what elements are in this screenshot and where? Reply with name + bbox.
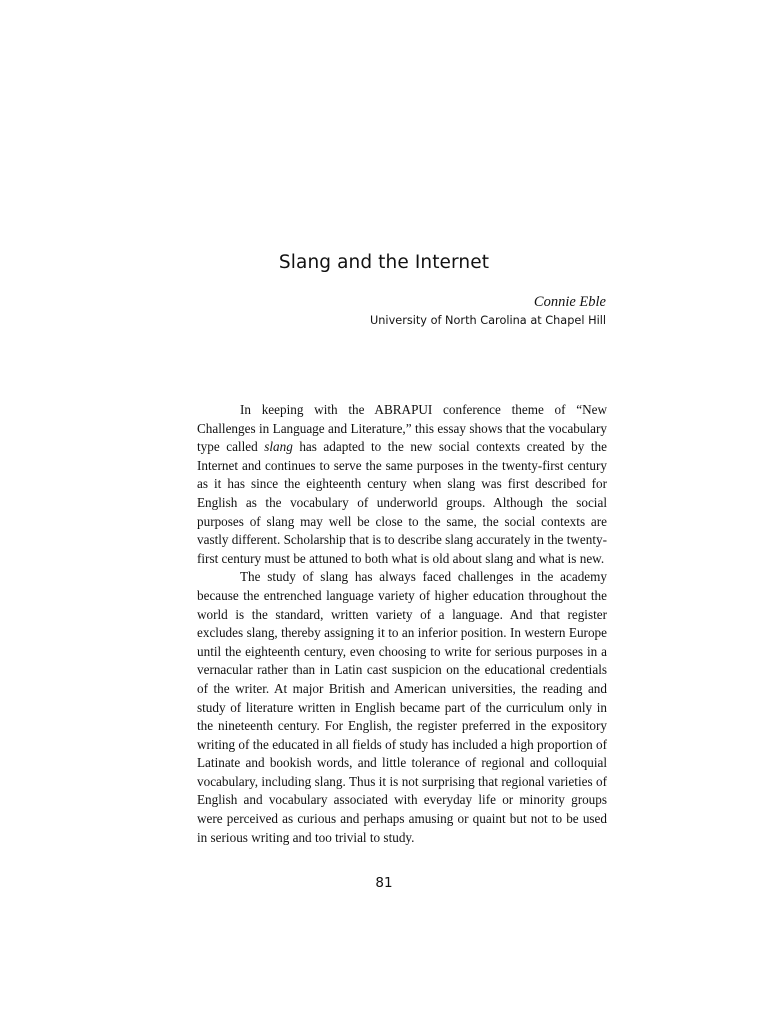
- page-number: 81: [375, 875, 393, 891]
- author-name: Connie Eble: [533, 294, 606, 310]
- article-title: Slang and the Internet: [278, 252, 490, 273]
- paragraph-1: [197, 401, 607, 568]
- paragraph-1-rest: has adapted to the new social contexts created by the Internet and continues to serve the same purposes in the twenty-first century as it has since the eighteenth century when slang was first described for English as the vocabulary of underworld groups. Although the social purposes of slang may well be close to the same, the social contexts are vastly different. Scholarship that is to describe slang accurately in the twenty-first century must be attuned to both what is old about slang and what is new.: [197, 439, 607, 566]
- paragraph-1-lead: In keeping with the ABRAPUI conference theme of “New Challenges in Language and Literature,” this essay shows that the vocabulary type called: [197, 402, 607, 455]
- author-affiliation: University of North Carolina at Chapel Hill: [370, 314, 606, 327]
- paragraph-2: The study of slang has always faced challenges in the academy because the entrenched language variety of higher education throughout the world is the standard, written variety of a language. And that register excludes slang, thereby assigning it to an inferior position. In western Europe until the eighteenth century, even choosing to write for serious purposes in a vernacular rather than in Latin cast suspicion on the educational credentials of the writer. At major British and American universities, the reading and study of literature written in English became part of the curriculum only in the nineteenth century. For English, the register preferred in the expository writing of the educated in all fields of study has included a high proportion of Latinate and bookish words, and little tolerance of regional and colloquial vocabulary, including slang. Thus it is not surprising that regional varieties of English and vocabulary associated with everyday life or minority groups were perceived as curious and perhaps amusing or quaint but not to be used in serious writing and too trivial to study.: [197, 569, 607, 845]
- slang-term: slang: [264, 439, 293, 455]
- body-text: [197, 401, 607, 847]
